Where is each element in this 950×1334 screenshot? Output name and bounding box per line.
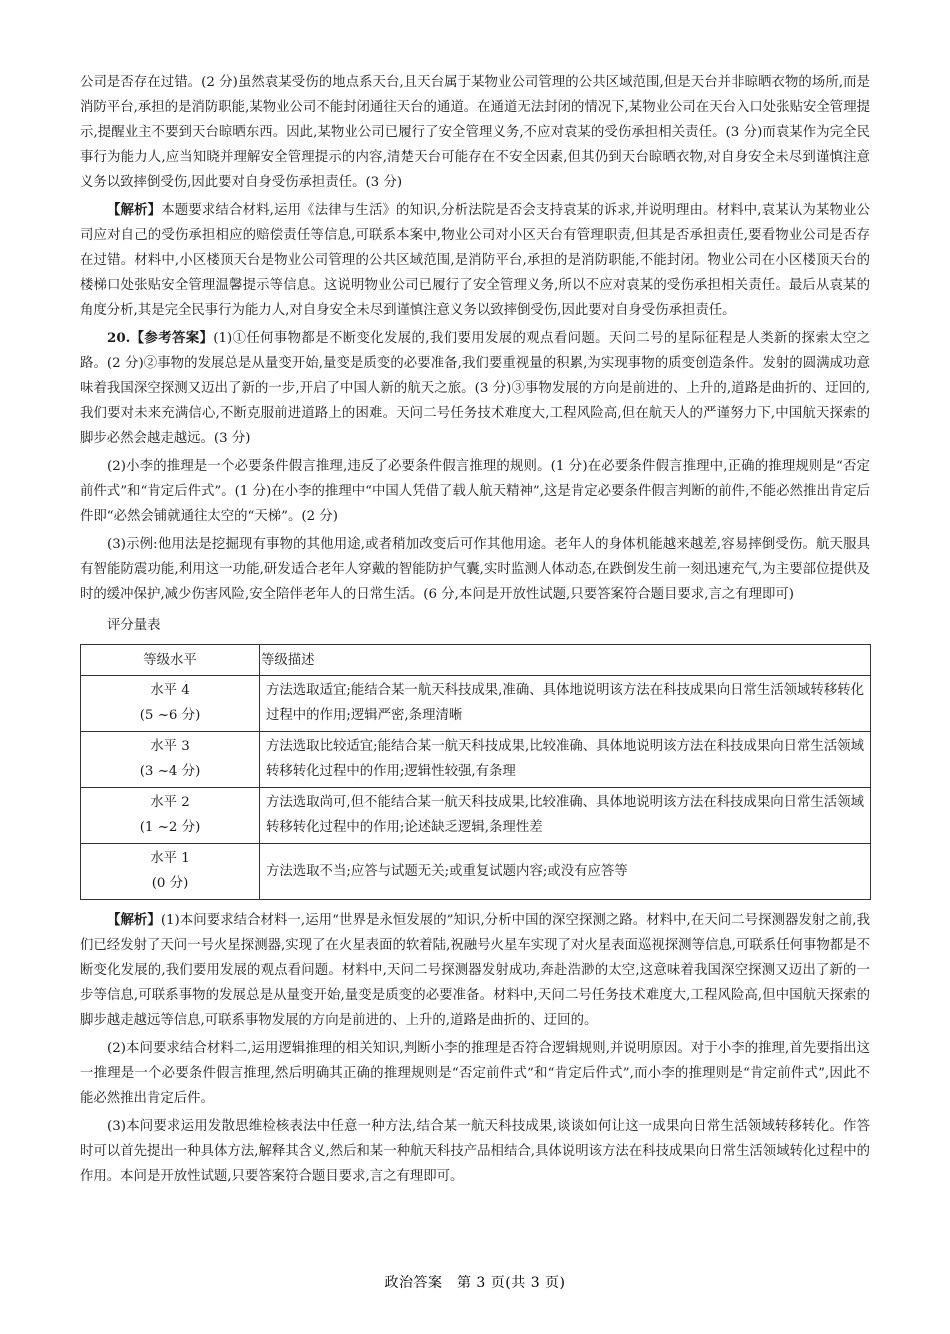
- rubric-level-cell: [81, 676, 260, 732]
- q20-part1-text: (1)①任何事物都是不断变化发展的,我们要用发展的观点看问题。天问二号的星际征程是人类新的探索太空之路。(2 分)②事物的发展总是从量变开始,量变是质变的必要准备,我们要重视量的积累,为实现事物的质变创造条件。发射的圆满成功意味着我国深空探测又迈出了新的一步,开启了中国人新的航天之旅。(3 分)③事物发展的方向是前进的、上升的,道路是曲折的、迂回的,我们要对未来充满信心,不断克服前进道路上的困难。天问二号任务技术难度大,工程风险高,但在航天人的严谨努力下,中国航天探索的脚步必然会越走越远。(3 分): [80, 331, 870, 446]
- rubric-desc: 方法选取比较适宜;能结合某一航天科技成果,比较准确、具体地说明该方法在科技成果向日常生活领域转移转化过程中的作用;逻辑性较强,有条理: [260, 732, 871, 788]
- rubric-points: (0 分): [151, 876, 189, 891]
- q20-analysis-part2: (2)本问要求结合材料二,运用逻辑推理的相关知识,判断小李的推理是否符合逻辑规则,并说明原因。对于小李的推理,首先要指出这一推理是一个必要条件假言推理,然后明确其正确的推理规则是“否定前件式”和“肯定后件式”,而小李的推理则是“肯定前件式”,因此不能必然推出肯定后件。: [80, 1041, 870, 1106]
- rubric-level-cell: [81, 788, 260, 844]
- page-footer: 政治答案 第 3 页(共 3 页): [384, 1275, 566, 1291]
- rubric-header-desc: 等级描述: [260, 645, 871, 676]
- q20-analysis-part1: [80, 908, 870, 1033]
- q19-analysis-label: 【解析】: [107, 202, 162, 218]
- q20-analysis-label: 【解析】: [107, 912, 161, 928]
- q20-analysis-part1-text: (1)本问要求结合材料一,运用“世界是永恒发展的”知识,分析中国的深空探测之路。材料中,在天问二号探测器发射之前,我们已经发射了天问一号火星探测器,实现了在火星表面的软着陆,祝融号火星车实现了对火星表面巡视探测等信息,可联系任何事物都是不断变化发展的,我们要用发展的观点看问题。材料中,天问二号探测器发射成功,奔赴浩渺的太空,这意味着我国深空探测又迈出了新的一步等信息,可联系事物的发展总是从量变开始,量变是质变的必要准备。材料中,天问二号任务技术难度大,工程风险高,但中国航天探索的脚步越走越远等信息,可联系事物发展的方向是前进的、上升的,道路是曲折的、迂回的。: [80, 913, 870, 1028]
- rubric-row-level4: [81, 676, 871, 732]
- q20-part1: [80, 326, 870, 451]
- rubric-level: 水平 2: [150, 795, 190, 810]
- q19-analysis-text: 本题要求结合材料,运用《法律与生活》的知识,分析法院是否会支持袁某的诉求,并说明理由。材料中,袁某认为某物业公司应对自己的受伤承担相应的赔偿责任等信息,可联系本案中,物业公司对小区天台有管理职责,但其是否承担责任,要看物业公司是否存在过错。材料中,小区楼顶天台是物业公司管理的公共区域范围,是消防平台,承担的是消防职能,不能封闭。物业公司在小区楼顶天台的楼梯口处张贴安全管理温馨提示等信息。这说明物业公司已履行了安全管理义务,所以不应对袁某的受伤承担相关责任。最后从袁某的角度分析,其是完全民事行为能力人,对自身安全未尽到谨慎注意义务以致摔倒受伤,因此要对自身受伤承担责任。: [80, 203, 870, 318]
- q19-analysis: [80, 198, 870, 323]
- rubric-desc: 方法选取尚可,但不能结合某一航天科技成果,比较准确、具体地说明该方法在科技成果向日常生活领域转移转化过程中的作用;论述缺乏逻辑,条理性差: [260, 788, 871, 844]
- rubric-level: 水平 1: [150, 851, 190, 866]
- rubric-header-row: [81, 645, 871, 676]
- rubric-row-level3: [81, 732, 871, 788]
- rubric-desc: 方法选取不当;应答与试题无关;或重复试题内容;或没有应答等: [260, 844, 871, 900]
- q20-part3: (3)示例:他用法是挖掘现有事物的其他用途,或者稍加改变后可作其他用途。老年人的身体机能越来越差,容易摔倒受伤。航天服具有智能防震功能,利用这一功能,研发适合老年人穿戴的智能防护气囊,实时监测人体动态,在跌倒发生前一刻迅速充气,为主要部位提供及时的缓冲保护,减少伤害风险,安全陪伴老年人的日常生活。(6 分,本问是开放性试题,只要答案符合题目要求,言之有理即可): [80, 537, 870, 602]
- rubric-table: [80, 644, 871, 900]
- rubric-desc: 方法选取适宜;能结合某一航天科技成果,准确、具体地说明该方法在科技成果向日常生活领域转移转化过程中的作用;逻辑严密,条理清晰: [260, 676, 871, 732]
- rubric-header-level: 等级水平: [81, 645, 260, 676]
- rubric-level: 水平 4: [150, 683, 190, 698]
- q20-analysis-part3: (3)本问要求运用发散思维检核表法中任意一种方法,结合某一航天科技成果,谈谈如何让这一成果向日常生活领域转移转化。作答时可以首先提出一种具体方法,解释其含义,然后和某一种航天科技产品相结合,具体说明该方法在科技成果向日常生活领域转化过程中的作用。本问是开放性试题,只要答案符合题目要求,言之有理即可。: [80, 1119, 870, 1184]
- rubric-level-cell: [81, 844, 260, 900]
- rubric-caption: 评分量表: [107, 618, 161, 633]
- q20-answer-label: 20.【参考答案】: [107, 330, 214, 346]
- rubric-points: (3 ~4 分): [139, 764, 201, 779]
- rubric-row-level2: [81, 788, 871, 844]
- rubric-row-level1: [81, 844, 871, 900]
- rubric-points: (1 ~2 分): [139, 820, 201, 835]
- q20-part2: (2)小李的推理是一个必要条件假言推理,违反了必要条件假言推理的规则。(1 分)在必要条件假言推理中,正确的推理规则是“否定前件式”和“肯定后件式”。(1 分)在小李的推理中“中国人凭借了载人航天精神”,这是肯定必要条件假言判断的前件,不能必然推出肯定后件即“必然会铺就通往太空的“天梯”。(2 分): [80, 459, 870, 524]
- rubric-level: 水平 3: [150, 739, 190, 754]
- q19-answer-continued: 公司是否存在过错。(2 分)虽然袁某受伤的地点系天台,且天台属于某物业公司管理的公共区域范围,但是天台并非晾晒衣物的场所,而是消防平台,承担的是消防职能,某物业公司不能封闭通往天台的通道。在通道无法封闭的情况下,某物业公司在天台入口处张贴安全管理提示,提醒业主不要到天台晾晒东西。因此,某物业公司已履行了安全管理义务,不应对袁某的受伤承担相关责任。(3 分)而袁某作为完全民事行为能力人,应当知晓并理解安全管理提示的内容,清楚天台可能存在不安全因素,但其仍到天台晾晒衣物,对自身安全未尽到谨慎注意义务以致摔倒受伤,因此要对自身受伤承担责任。(3 分): [80, 75, 870, 190]
- rubric-level-cell: [81, 732, 260, 788]
- rubric-points: (5 ~6 分): [139, 708, 201, 723]
